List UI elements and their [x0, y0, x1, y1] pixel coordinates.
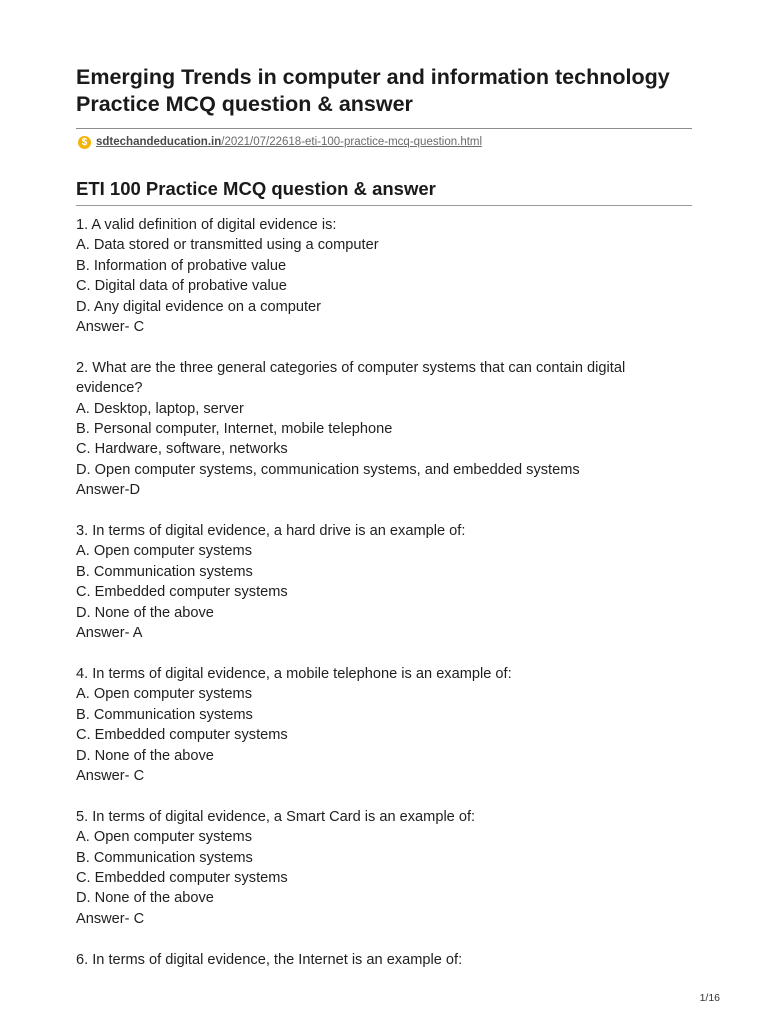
option-a: A. Data stored or transmitted using a computer [76, 237, 379, 254]
option-b: B. Information of probative value [76, 257, 287, 274]
source-domain: sdtechandeducation.in [96, 136, 222, 148]
option-a: A. Open computer systems [76, 829, 253, 846]
section-title: ETI 100 Practice MCQ question & answer [76, 178, 436, 199]
option-d: D. None of the above [76, 747, 214, 764]
option-d: D. Any digital evidence on a computer [76, 298, 321, 315]
title-divider [76, 128, 692, 129]
question-item [76, 358, 692, 501]
option-d: D. None of the above [76, 890, 214, 907]
option-c: C. Digital data of probative value [76, 278, 287, 295]
option-b: B. Communication systems [76, 849, 253, 866]
document-page [76, 64, 692, 990]
option-d: D. None of the above [76, 604, 214, 621]
section-divider [76, 205, 692, 206]
option-c: C. Hardware, software, networks [76, 441, 288, 458]
option-b: B. Personal computer, Internet, mobile telephone [76, 421, 393, 438]
option-a: A. Open computer systems [76, 543, 253, 560]
page-number: 1/16 [699, 992, 720, 1004]
question-item [76, 950, 692, 970]
question-text: 2. What are the three general categories of computer systems that can contain digital evidence? [76, 359, 626, 397]
source-url-link[interactable] [96, 136, 482, 148]
option-b: B. Communication systems [76, 706, 253, 723]
question-item [76, 521, 692, 643]
answer-text: Answer- C [76, 767, 145, 784]
question-text: 6. In terms of digital evidence, the Internet is an example of: [76, 951, 463, 968]
answer-text: Answer- C [76, 319, 145, 336]
question-text: 4. In terms of digital evidence, a mobile telephone is an example of: [76, 665, 512, 682]
question-item [76, 807, 692, 929]
answer-text: Answer-D [76, 482, 141, 499]
source-path: /2021/07/22618-eti-100-practice-mcq-question.html [221, 136, 483, 148]
question-text: 3. In terms of digital evidence, a hard drive is an example of: [76, 523, 466, 540]
answer-text: Answer- A [76, 625, 143, 642]
option-d: D. Open computer systems, communication systems, and embedded systems [76, 461, 580, 478]
question-text: 5. In terms of digital evidence, a Smart Card is an example of: [76, 808, 476, 825]
option-b: B. Communication systems [76, 563, 253, 580]
question-item [76, 215, 692, 337]
question-text: 1. A valid definition of digital evidence is: [76, 217, 337, 233]
option-c: C. Embedded computer systems [76, 727, 288, 744]
answer-text: Answer- C [76, 910, 145, 927]
document-title: Emerging Trends in computer and information technology Practice MCQ question & answer [76, 65, 670, 116]
option-c: C. Embedded computer systems [76, 584, 288, 601]
option-a: A. Desktop, laptop, server [76, 400, 244, 417]
option-a: A. Open computer systems [76, 686, 253, 703]
source-link-row[interactable] [76, 133, 692, 151]
question-list [76, 215, 692, 970]
dollar-icon: $ [78, 136, 91, 149]
option-c: C. Embedded computer systems [76, 869, 288, 886]
question-item [76, 664, 692, 786]
